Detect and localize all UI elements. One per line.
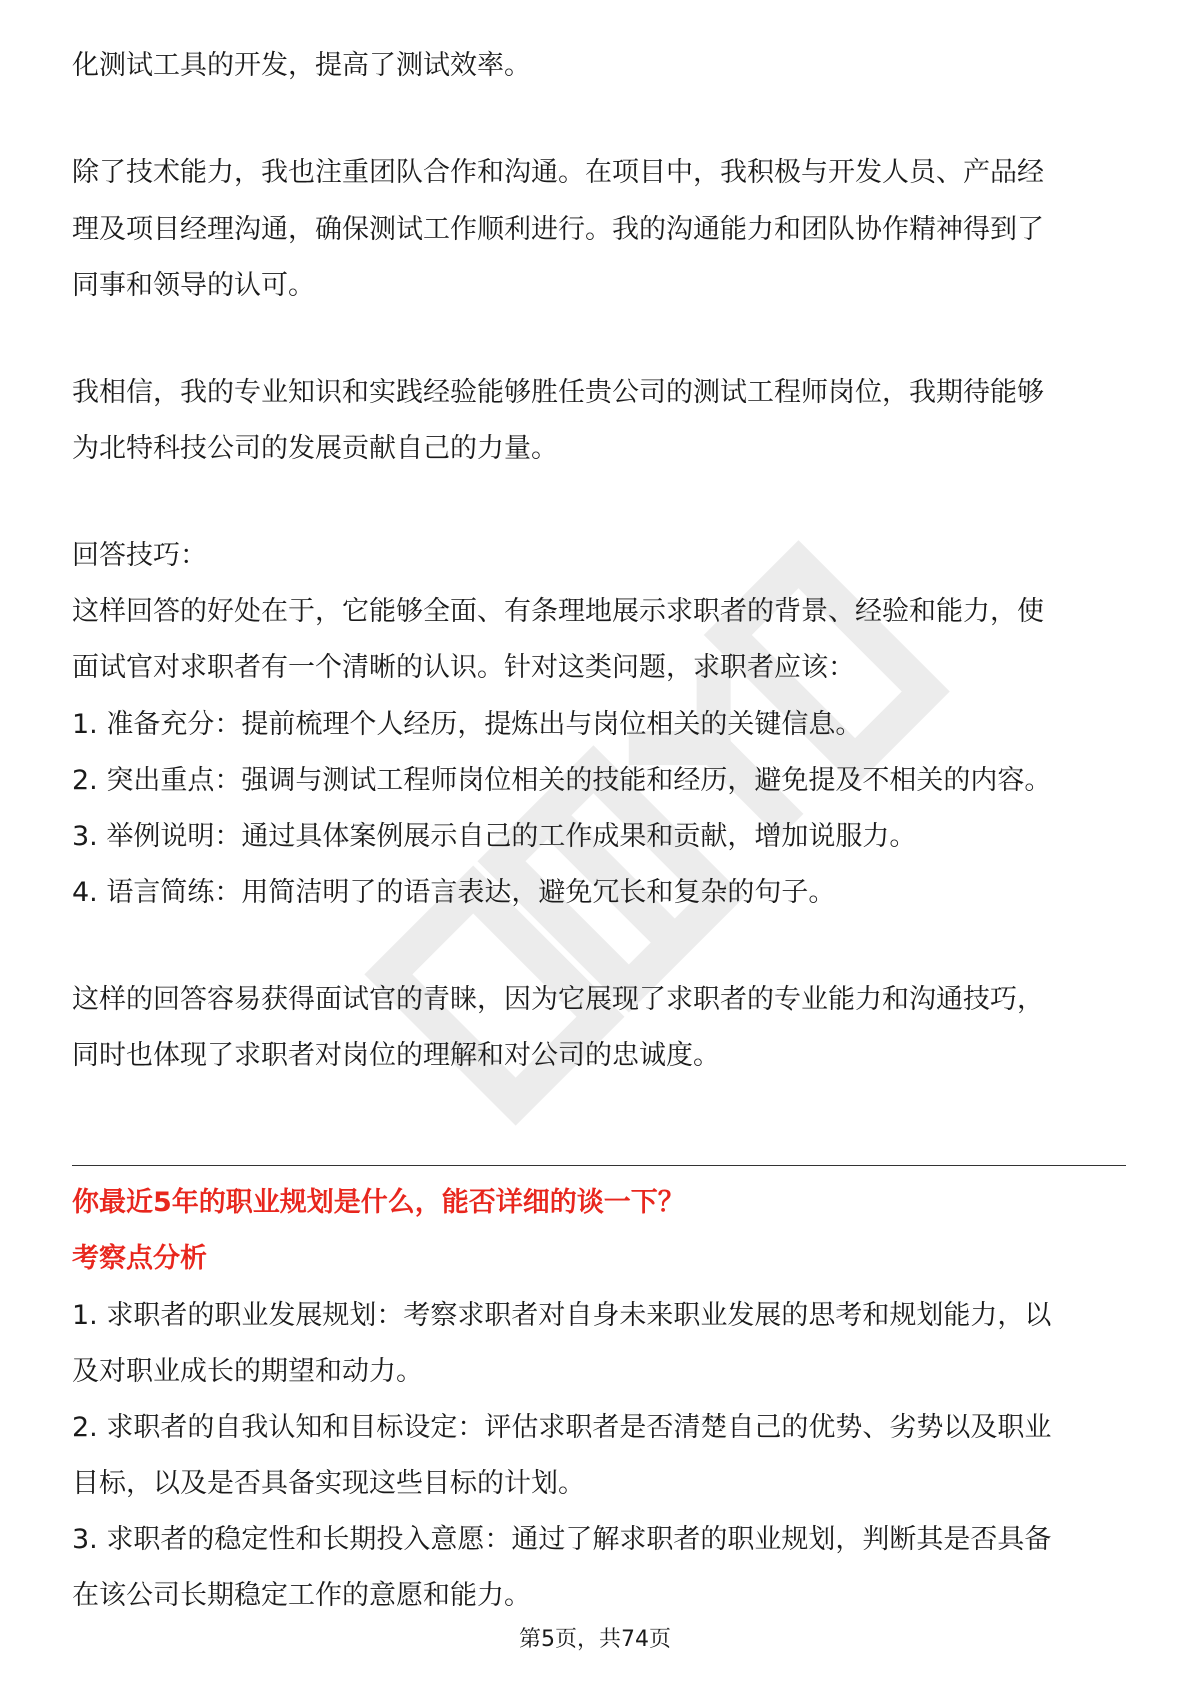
analysis-line: 3. 求职者的稳定性和长期投入意愿：通过了解求职者的职业规划，判断其是否具备 bbox=[72, 1524, 1052, 1555]
analysis-line: 2. 求职者的自我认知和目标设定：评估求职者是否清楚自己的优势、劣势以及职业 bbox=[72, 1412, 1052, 1443]
tips-list-item: 1. 准备充分：提前梳理个人经历，提炼出与岗位相关的关键信息。 bbox=[72, 709, 863, 740]
conclusion-line: 这样的回答容易获得面试官的青睐，因为它展现了求职者的专业能力和沟通技巧， bbox=[72, 984, 1044, 1015]
paragraph-1-line: 化测试工具的开发，提高了测试效率。 bbox=[72, 50, 531, 81]
analysis-heading: 考察点分析 bbox=[72, 1243, 207, 1274]
analysis-line: 及对职业成长的期望和动力。 bbox=[72, 1356, 423, 1387]
tips-list-item: 2. 突出重点：强调与测试工程师岗位相关的技能和经历，避免提及不相关的内容。 bbox=[72, 765, 1052, 796]
section-divider bbox=[72, 1165, 1126, 1166]
paragraph-3-line: 我相信，我的专业知识和实践经验能够胜任贵公司的测试工程师岗位，我期待能够 bbox=[72, 377, 1044, 408]
analysis-line: 目标，以及是否具备实现这些目标的计划。 bbox=[72, 1468, 585, 1499]
paragraph-2-line: 同事和领导的认可。 bbox=[72, 270, 315, 301]
tips-heading: 回答技巧： bbox=[72, 540, 207, 571]
question-title: 你最近5年的职业规划是什么，能否详细的谈一下？ bbox=[72, 1187, 685, 1218]
paragraph-2-line: 理及项目经理沟通，确保测试工作顺利进行。我的沟通能力和团队协作精神得到了 bbox=[72, 214, 1044, 245]
analysis-line: 1. 求职者的职业发展规划：考察求职者对自身未来职业发展的思考和规划能力，以 bbox=[72, 1300, 1052, 1331]
conclusion-line: 同时也体现了求职者对岗位的理解和对公司的忠诚度。 bbox=[72, 1040, 720, 1071]
paragraph-3-line: 为北特科技公司的发展贡献自己的力量。 bbox=[72, 433, 558, 464]
paragraph-2-line: 除了技术能力，我也注重团队合作和沟通。在项目中，我积极与开发人员、产品经 bbox=[72, 157, 1044, 188]
page-number: 第5页，共74页 bbox=[519, 1627, 671, 1652]
tips-intro-line: 面试官对求职者有一个清晰的认识。针对这类问题，求职者应该： bbox=[72, 652, 855, 683]
tips-list-item: 3. 举例说明：通过具体案例展示自己的工作成果和贡献，增加说服力。 bbox=[72, 821, 917, 852]
tips-intro-line: 这样回答的好处在于，它能够全面、有条理地展示求职者的背景、经验和能力，使 bbox=[72, 596, 1044, 627]
analysis-line: 在该公司长期稳定工作的意愿和能力。 bbox=[72, 1580, 531, 1611]
tips-list-item: 4. 语言简练：用简洁明了的语言表达，避免冗长和复杂的句子。 bbox=[72, 877, 836, 908]
